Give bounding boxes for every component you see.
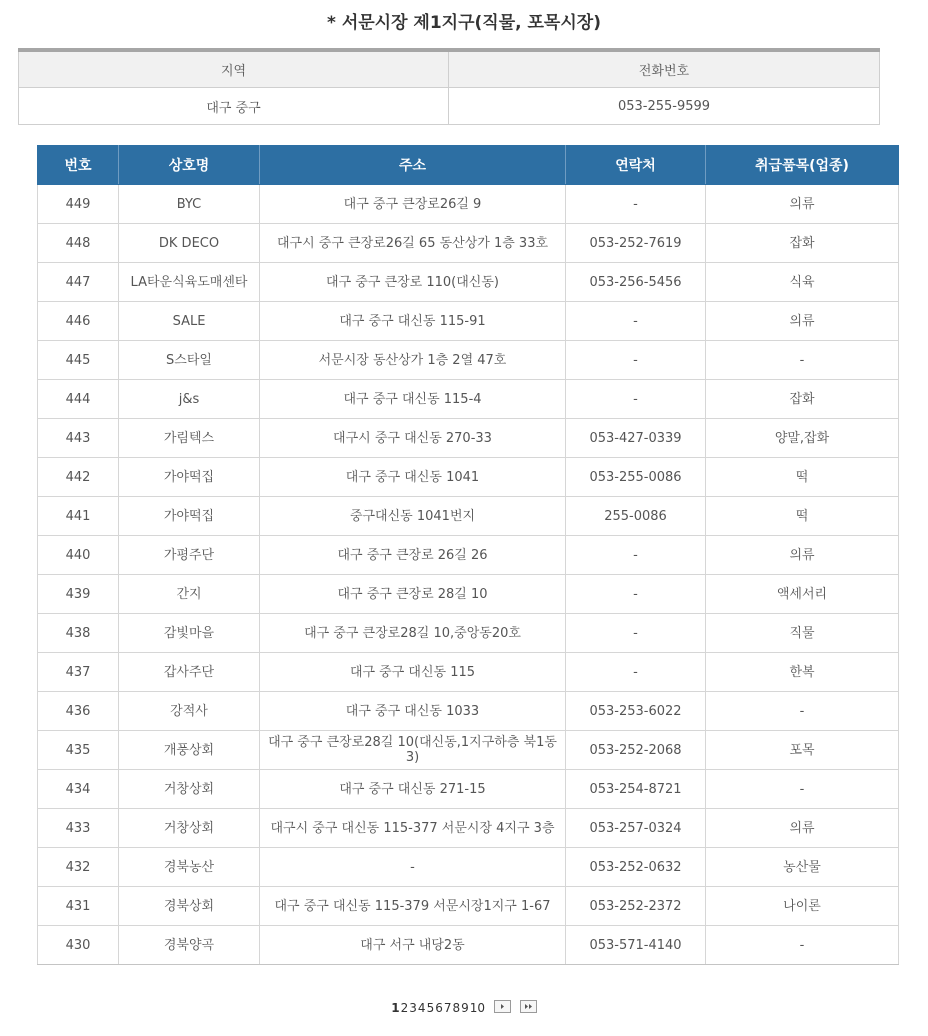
cell-address: 대구 중구 큰장로 26길 26 bbox=[260, 536, 566, 575]
page-link-9[interactable]: 9 bbox=[461, 1001, 469, 1015]
cell-contact: 053-256-5456 bbox=[566, 263, 706, 302]
cell-number: 442 bbox=[38, 458, 119, 497]
cell-items: 떡 bbox=[706, 458, 899, 497]
cell-contact: 053-253-6022 bbox=[566, 692, 706, 731]
cell-store-name: 개풍상회 bbox=[119, 731, 260, 770]
column-header-address: 주소 bbox=[260, 146, 566, 185]
cell-number: 447 bbox=[38, 263, 119, 302]
cell-store-name: DK DECO bbox=[119, 224, 260, 263]
cell-contact: 053-427-0339 bbox=[566, 419, 706, 458]
cell-address: 대구시 중구 대신동 115-377 서문시장 4지구 3층 bbox=[260, 809, 566, 848]
table-row bbox=[38, 536, 899, 575]
table-row bbox=[38, 497, 899, 536]
cell-number: 440 bbox=[38, 536, 119, 575]
cell-address: 대구 중구 대신동 115 bbox=[260, 653, 566, 692]
cell-number: 444 bbox=[38, 380, 119, 419]
cell-address: 중구대신동 1041번지 bbox=[260, 497, 566, 536]
cell-store-name: 경북농산 bbox=[119, 848, 260, 887]
last-page-button[interactable] bbox=[520, 1000, 537, 1013]
cell-address: 서문시장 동산상가 1층 2열 47호 bbox=[260, 341, 566, 380]
table-row bbox=[38, 926, 899, 965]
cell-address: 대구 중구 대신동 115-379 서문시장1지구 1-67 bbox=[260, 887, 566, 926]
cell-number: 434 bbox=[38, 770, 119, 809]
column-header-store-name: 상호명 bbox=[119, 146, 260, 185]
cell-items: 액세서리 bbox=[706, 575, 899, 614]
cell-store-name: 거창상회 bbox=[119, 770, 260, 809]
cell-store-name: 감빛마을 bbox=[119, 614, 260, 653]
cell-items: 의류 bbox=[706, 302, 899, 341]
cell-number: 449 bbox=[38, 185, 119, 224]
page-link-10[interactable]: 10 bbox=[469, 1001, 486, 1015]
cell-address: 대구 서구 내당2동 bbox=[260, 926, 566, 965]
cell-items: 포목 bbox=[706, 731, 899, 770]
table-row bbox=[38, 887, 899, 926]
cell-contact: - bbox=[566, 185, 706, 224]
table-row bbox=[38, 575, 899, 614]
pagination bbox=[0, 1000, 928, 1015]
cell-store-name: 가림텍스 bbox=[119, 419, 260, 458]
cell-items: 농산물 bbox=[706, 848, 899, 887]
cell-contact: 053-255-0086 bbox=[566, 458, 706, 497]
cell-address: 대구 중구 대신동 115-91 bbox=[260, 302, 566, 341]
cell-number: 437 bbox=[38, 653, 119, 692]
next-arrow-icon bbox=[495, 1001, 510, 1012]
cell-items: 떡 bbox=[706, 497, 899, 536]
cell-address: 대구 중구 대신동 115-4 bbox=[260, 380, 566, 419]
last-page-arrow-icon bbox=[521, 1001, 536, 1012]
cell-address: 대구 중구 큰장로28길 10,중앙동20호 bbox=[260, 614, 566, 653]
cell-number: 441 bbox=[38, 497, 119, 536]
table-row bbox=[38, 770, 899, 809]
cell-address: 대구시 중구 큰장로26길 65 동산상가 1층 33호 bbox=[260, 224, 566, 263]
cell-number: 446 bbox=[38, 302, 119, 341]
cell-items: - bbox=[706, 692, 899, 731]
cell-address: 대구시 중구 대신동 270-33 bbox=[260, 419, 566, 458]
page-link-1[interactable]: 1 bbox=[391, 1001, 400, 1015]
cell-address: 대구 중구 대신동 1041 bbox=[260, 458, 566, 497]
cell-contact: 053-252-2068 bbox=[566, 731, 706, 770]
cell-number: 430 bbox=[38, 926, 119, 965]
cell-store-name: BYC bbox=[119, 185, 260, 224]
cell-contact: - bbox=[566, 575, 706, 614]
cell-store-name: 가야떡집 bbox=[119, 458, 260, 497]
cell-number: 439 bbox=[38, 575, 119, 614]
table-row bbox=[38, 419, 899, 458]
cell-number: 432 bbox=[38, 848, 119, 887]
cell-address: - bbox=[260, 848, 566, 887]
cell-store-name: j&s bbox=[119, 380, 260, 419]
table-row bbox=[38, 458, 899, 497]
cell-contact: 053-257-0324 bbox=[566, 809, 706, 848]
cell-contact: - bbox=[566, 380, 706, 419]
page-link-8[interactable]: 8 bbox=[452, 1001, 461, 1015]
table-row bbox=[38, 809, 899, 848]
cell-store-name: 갑사주단 bbox=[119, 653, 260, 692]
cell-contact: - bbox=[566, 302, 706, 341]
table-row bbox=[38, 614, 899, 653]
cell-store-name: 경북상회 bbox=[119, 887, 260, 926]
cell-items: 직물 bbox=[706, 614, 899, 653]
phone-header: 전화번호 bbox=[449, 50, 880, 88]
cell-number: 431 bbox=[38, 887, 119, 926]
cell-contact: - bbox=[566, 536, 706, 575]
table-row bbox=[38, 653, 899, 692]
table-row bbox=[38, 731, 899, 770]
cell-items: 나이론 bbox=[706, 887, 899, 926]
cell-contact: 053-252-7619 bbox=[566, 224, 706, 263]
page-link-5[interactable]: 5 bbox=[426, 1001, 435, 1015]
cell-number: 443 bbox=[38, 419, 119, 458]
next-page-button[interactable] bbox=[494, 1000, 511, 1013]
cell-items: 의류 bbox=[706, 185, 899, 224]
page-link-4[interactable]: 4 bbox=[417, 1001, 426, 1015]
cell-store-name: 간지 bbox=[119, 575, 260, 614]
cell-number: 436 bbox=[38, 692, 119, 731]
table-row bbox=[38, 380, 899, 419]
cell-address: 대구 중구 대신동 1033 bbox=[260, 692, 566, 731]
page-link-3[interactable]: 3 bbox=[409, 1001, 417, 1015]
page-link-2[interactable]: 2 bbox=[400, 1001, 409, 1015]
cell-contact: - bbox=[566, 653, 706, 692]
column-header-contact: 연락처 bbox=[566, 146, 706, 185]
table-row bbox=[38, 848, 899, 887]
cell-items: 의류 bbox=[706, 809, 899, 848]
cell-address: 대구 중구 큰장로 110(대신동) bbox=[260, 263, 566, 302]
table-row bbox=[38, 302, 899, 341]
cell-store-name: 거창상회 bbox=[119, 809, 260, 848]
cell-contact: - bbox=[566, 341, 706, 380]
cell-contact: 053-252-2372 bbox=[566, 887, 706, 926]
table-row bbox=[38, 692, 899, 731]
cell-number: 438 bbox=[38, 614, 119, 653]
column-header-number: 번호 bbox=[38, 146, 119, 185]
cell-address: 대구 중구 큰장로 28길 10 bbox=[260, 575, 566, 614]
cell-items: - bbox=[706, 926, 899, 965]
cell-store-name: 가야떡집 bbox=[119, 497, 260, 536]
page-link-6[interactable]: 6 bbox=[435, 1001, 443, 1015]
cell-number: 433 bbox=[38, 809, 119, 848]
cell-contact: 053-252-0632 bbox=[566, 848, 706, 887]
cell-items: - bbox=[706, 341, 899, 380]
cell-address: 대구 중구 큰장로26길 9 bbox=[260, 185, 566, 224]
cell-number: 445 bbox=[38, 341, 119, 380]
cell-address: 대구 중구 대신동 271-15 bbox=[260, 770, 566, 809]
cell-items: 잡화 bbox=[706, 224, 899, 263]
cell-store-name: LA타운식육도매센타 bbox=[119, 263, 260, 302]
cell-items: 잡화 bbox=[706, 380, 899, 419]
table-row bbox=[38, 263, 899, 302]
cell-items: 한복 bbox=[706, 653, 899, 692]
table-row bbox=[38, 224, 899, 263]
store-list-table bbox=[37, 145, 899, 965]
table-row bbox=[38, 185, 899, 224]
cell-store-name: S스타일 bbox=[119, 341, 260, 380]
table-header-row bbox=[38, 146, 899, 185]
cell-contact: 053-254-8721 bbox=[566, 770, 706, 809]
cell-contact: 053-571-4140 bbox=[566, 926, 706, 965]
region-value: 대구 중구 bbox=[19, 88, 449, 125]
table-row bbox=[38, 341, 899, 380]
cell-items: - bbox=[706, 770, 899, 809]
cell-store-name: 가평주단 bbox=[119, 536, 260, 575]
region-header: 지역 bbox=[19, 50, 449, 88]
cell-store-name: SALE bbox=[119, 302, 260, 341]
phone-value: 053-255-9599 bbox=[449, 88, 880, 125]
cell-items: 식육 bbox=[706, 263, 899, 302]
page-link-7[interactable]: 7 bbox=[443, 1001, 452, 1015]
column-header-items: 취급품목(업종) bbox=[706, 146, 899, 185]
cell-store-name: 경북양곡 bbox=[119, 926, 260, 965]
region-info-table bbox=[18, 48, 880, 125]
cell-store-name: 강적사 bbox=[119, 692, 260, 731]
cell-number: 448 bbox=[38, 224, 119, 263]
cell-items: 의류 bbox=[706, 536, 899, 575]
cell-contact: - bbox=[566, 614, 706, 653]
cell-contact: 255-0086 bbox=[566, 497, 706, 536]
page-links bbox=[391, 1001, 486, 1015]
cell-items: 양말,잡화 bbox=[706, 419, 899, 458]
page-title: * 서문시장 제1지구(직물, 포목시장) bbox=[327, 13, 601, 33]
cell-number: 435 bbox=[38, 731, 119, 770]
cell-address: 대구 중구 큰장로28길 10(대신동,1지구하층 북1동3) bbox=[260, 731, 566, 770]
